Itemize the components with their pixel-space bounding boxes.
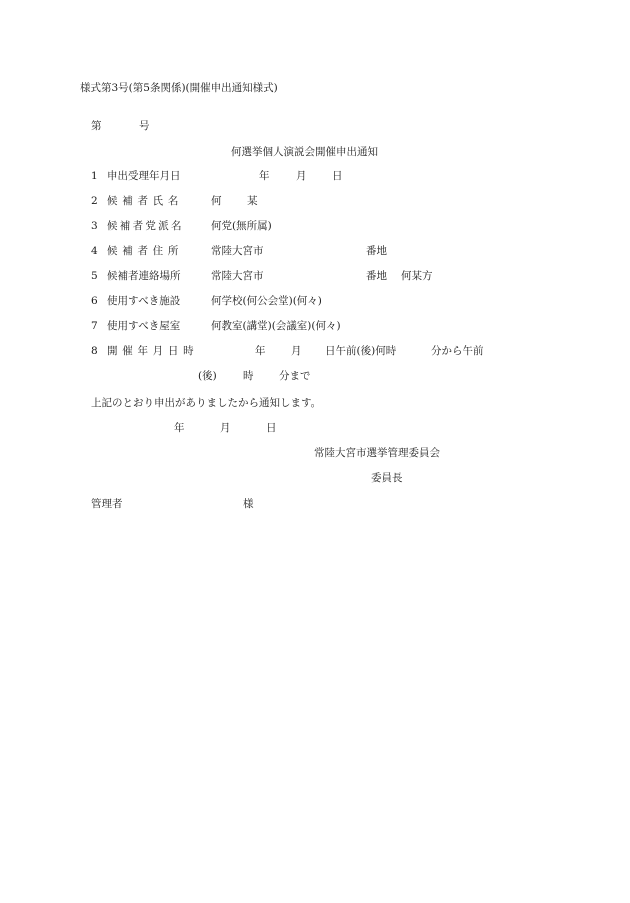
addressee-label: 管理者 xyxy=(91,498,123,510)
item-number: 6 xyxy=(91,295,98,307)
form-header: 様式第3号(第5条関係)(開催申出通知様式) xyxy=(80,82,278,94)
year-label: 年 xyxy=(255,345,266,357)
date-day: 日 xyxy=(266,422,277,434)
item-number: 5 xyxy=(91,270,98,282)
number-suffix: 号 xyxy=(139,120,150,132)
hour-label: 時 xyxy=(243,370,254,382)
date-year: 年 xyxy=(174,422,185,434)
until-label: 分まで xyxy=(279,370,311,382)
candidate-name-given: 某 xyxy=(247,195,258,207)
page-title: 何選挙個人演説会開催申出通知 xyxy=(231,146,378,158)
chair-title: 委員長 xyxy=(371,472,403,484)
item-number: 7 xyxy=(91,320,98,332)
party-value: 何党(無所属) xyxy=(211,220,272,232)
item-label: 開催年月日時 xyxy=(107,345,199,357)
item-number: 8 xyxy=(91,345,98,357)
contact-banchi: 番地 xyxy=(366,270,387,282)
item-number: 1 xyxy=(91,170,98,182)
month-label: 月 xyxy=(291,345,302,357)
contact-suffix: 何某方 xyxy=(401,270,433,282)
day-label: 日 xyxy=(332,170,343,182)
from-label: 分から午前 xyxy=(431,345,484,357)
day-time-label: 日午前(後)何時 xyxy=(325,345,397,357)
room-value: 何教室(講堂)(会議室)(何々) xyxy=(211,320,341,332)
item-label: 候補者氏名 xyxy=(107,195,184,207)
address-city: 常陸大宮市 xyxy=(211,245,264,257)
item-label: 候補者党派名 xyxy=(107,220,184,232)
item-label: 候補者住所 xyxy=(107,245,184,257)
item-number: 3 xyxy=(91,220,98,232)
pm-label: (後) xyxy=(198,370,217,382)
candidate-name-surname: 何 xyxy=(211,195,222,207)
item-number: 2 xyxy=(91,195,98,207)
item-label: 使用すべき施設 xyxy=(107,295,181,307)
notice-text: 上記のとおり申出がありましたから通知します。 xyxy=(91,397,322,409)
item-label: 申出受理年月日 xyxy=(107,170,181,182)
item-label: 使用すべき屋室 xyxy=(107,320,181,332)
year-label: 年 xyxy=(259,170,270,182)
honorific: 様 xyxy=(243,498,254,510)
issuer: 常陸大宮市選挙管理委員会 xyxy=(314,447,440,459)
item-label: 候補者連絡場所 xyxy=(107,270,181,282)
address-banchi: 番地 xyxy=(366,245,387,257)
facility-value: 何学校(何公会堂)(何々) xyxy=(211,295,322,307)
item-number: 4 xyxy=(91,245,98,257)
month-label: 月 xyxy=(296,170,307,182)
number-prefix: 第 xyxy=(91,120,102,132)
date-month: 月 xyxy=(220,422,231,434)
contact-city: 常陸大宮市 xyxy=(211,270,264,282)
